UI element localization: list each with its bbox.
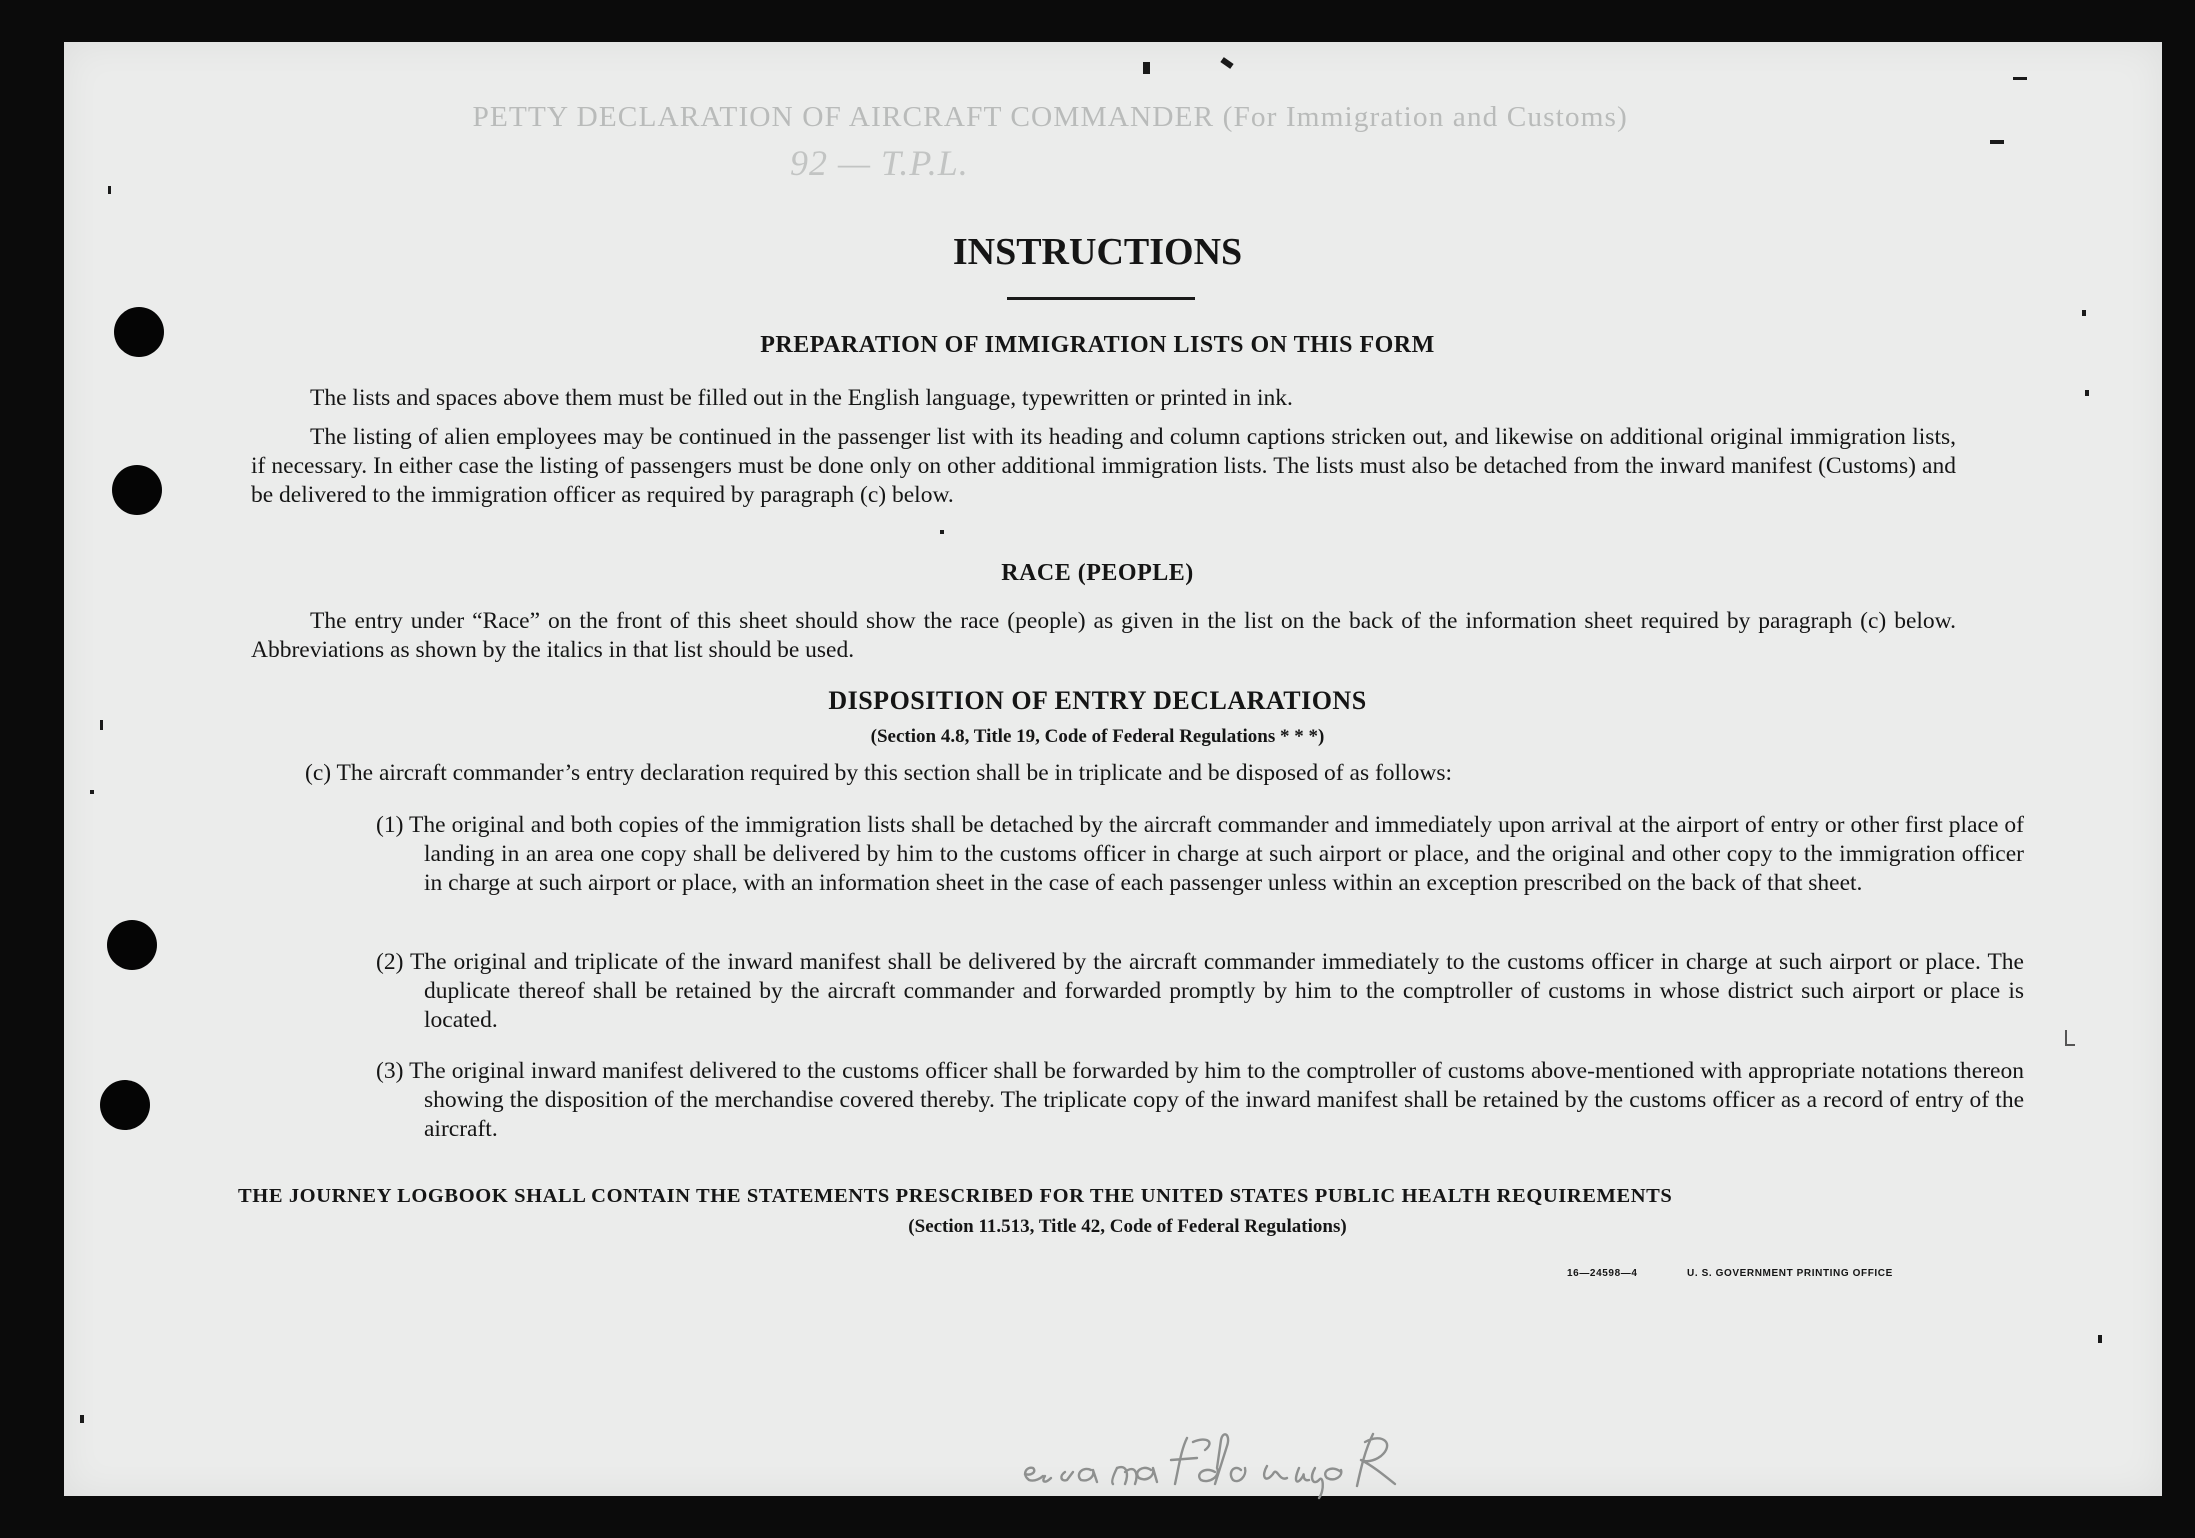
section-heading-disposition: DISPOSITION OF ENTRY DECLARATIONS bbox=[828, 686, 1367, 715]
list-item-1: (1) The original and both copies of the immigration lists shall be detached by the aircraft commander and immediately upon arrival at the airport of entry or other first place of landing in an area one copy shall be delivered by him to the customs officer in charge at such airport or place, and the original and other copy to the immigration officer in charge at such airport or place, with an information sheet in the case of each passenger unless within an exception prescribed on the back of that sheet. bbox=[376, 812, 2024, 896]
paragraph-alien-employees: The listing of alien employees may be continued in the passenger list with its heading and column captions stricken out, and likewise on additional original immigration lists, if necessary. In either case the listing of passengers must be done only on other additional immigration lists. The lists must also be detached from the inward manifest (Customs) and be delivered to the immigration officer as required by paragraph (c) below. bbox=[251, 424, 1956, 508]
scan-speck bbox=[2082, 310, 2086, 316]
footer-citation-title-42: (Section 11.513, Title 42, Code of Federal Regulations) bbox=[908, 1216, 1347, 1237]
scan-speck bbox=[1990, 140, 2004, 144]
margin-mark bbox=[2065, 1044, 2075, 1046]
scan-speck bbox=[940, 530, 944, 534]
paragraph-race: The entry under “Race” on the front of this sheet should show the race (people) as given in the list on the back of the information sheet required by paragraph (c) below. Abbreviations as shown by the italics in that list should be used. bbox=[251, 608, 1956, 663]
scan-speck bbox=[2085, 390, 2089, 396]
scan-speck bbox=[90, 790, 94, 794]
scan-speck bbox=[2098, 1335, 2102, 1343]
scan-speck bbox=[2013, 77, 2027, 80]
punch-hole bbox=[112, 465, 162, 515]
paragraph-c: (c) The aircraft commander’s entry declaration required by this section shall be in triplicate and be disposed of as follows: bbox=[305, 760, 1452, 786]
list-item-2: (2) The original and triplicate of the inward manifest shall be delivered by the aircraft commander immediately to the customs officer in charge at such airport or place. The duplicate thereof shall be retained by the aircraft commander and forwarded promptly by him to the comptroller of customs in whose district such airport or place is located. bbox=[376, 949, 2024, 1033]
title-underline bbox=[1007, 297, 1195, 300]
scan-speck bbox=[1143, 62, 1150, 74]
list-item-3: (3) The original inward manifest delivered to the customs officer shall be forwarded by him to the comptroller of customs above-mentioned with appropriate notations thereon showing the disposition of the merchandise covered thereby. The triplicate copy of the inward manifest shall be retained by the customs officer as a record of entry of the aircraft. bbox=[376, 1058, 2024, 1142]
punch-hole bbox=[107, 920, 157, 970]
section-heading-race: RACE (PEOPLE) bbox=[1001, 560, 1194, 586]
punch-hole bbox=[100, 1080, 150, 1130]
page-title: INSTRUCTIONS bbox=[952, 231, 1243, 273]
bleed-through-heading: PETTY DECLARATION OF AIRCRAFT COMMANDER (For Immigration and Customs) bbox=[472, 102, 1628, 133]
scan-speck bbox=[108, 186, 111, 194]
bleed-through-note: 92 — T.P.L. bbox=[790, 143, 969, 183]
form-number: 16—24598—4 bbox=[1567, 1268, 1638, 1279]
paragraph-english-language: The lists and spaces above them must be filled out in the English language, typewritten or printed in ink. bbox=[310, 385, 1293, 411]
section-citation-title-19: (Section 4.8, Title 19, Code of Federal Regulations * * *) bbox=[870, 726, 1325, 747]
footer-health-statement: THE JOURNEY LOGBOOK SHALL CONTAIN THE STATEMENTS PRESCRIBED FOR THE UNITED STATES PUBLIC HEALTH REQUIREMENTS bbox=[238, 1185, 1673, 1207]
scan-speck bbox=[80, 1415, 84, 1423]
handwritten-signature bbox=[895, 1420, 1415, 1500]
printer-imprint: U. S. GOVERNMENT PRINTING OFFICE bbox=[1687, 1268, 1893, 1279]
section-heading-preparation: PREPARATION OF IMMIGRATION LISTS ON THIS FORM bbox=[760, 332, 1435, 358]
